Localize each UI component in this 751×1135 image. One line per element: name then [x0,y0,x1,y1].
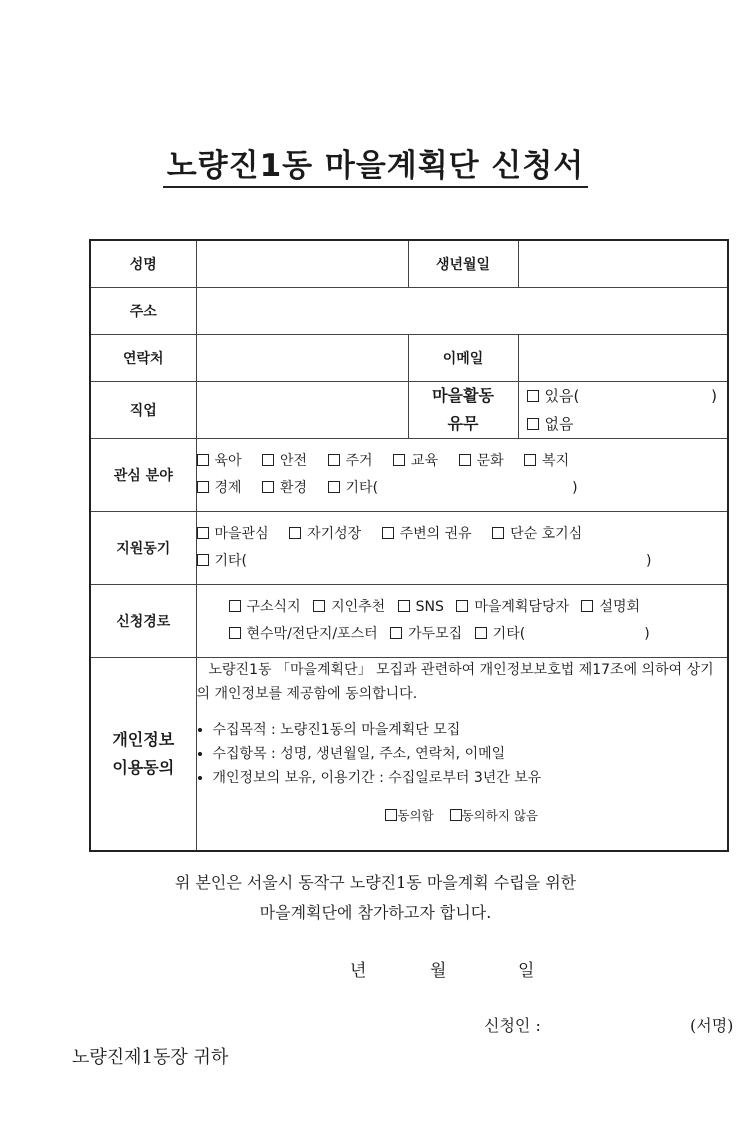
route-option[interactable]: 현수막/전단지/포스터 [229,621,378,648]
privacy-label [90,657,196,851]
checkbox-icon[interactable] [328,454,340,466]
interest-option[interactable]: 주거 [328,448,373,475]
checkbox-icon[interactable] [581,600,593,612]
motive-option[interactable]: 자기성장 [289,521,361,548]
checkbox-icon[interactable] [197,454,209,466]
checkbox-icon[interactable] [197,481,209,493]
application-table [89,239,729,852]
privacy-label-line1: 개인정보 [112,729,175,749]
checkbox-icon[interactable] [262,454,274,466]
privacy-bullet: • 수집목적 : 노량진1동의 마을계획단 모집 [213,718,728,742]
route-row-2 [229,621,728,648]
applicant-label: 신청인 : [484,1016,541,1035]
checkbox-icon[interactable] [229,627,241,639]
privacy-bullet: • 개인정보의 보유, 이용기간 : 수집일로부터 3년간 보유 [213,766,728,790]
route-option[interactable]: 가두모집 [390,621,462,648]
interest-label: 관심 분야 [90,438,196,511]
email-label: 이메일 [408,334,518,381]
activity-label-line1: 마을활동 [432,385,494,405]
motive-options [196,511,728,584]
privacy-consent [196,657,728,851]
contact-field[interactable] [196,334,408,381]
privacy-agree-row [197,804,728,828]
birthdate-field[interactable] [518,240,728,287]
interest-option[interactable]: 문화 [459,448,504,475]
checkbox-icon[interactable] [393,454,405,466]
motive-row-2 [197,548,728,575]
checkbox-icon[interactable] [382,527,394,539]
declaration-line1: 위 본인은 서울시 동작구 노량진1동 마을계획 수립을 위한 [174,873,577,892]
job-field[interactable] [196,381,408,438]
checkbox-icon[interactable] [390,627,402,639]
privacy-bullets [197,718,728,790]
interest-option[interactable]: 경제 [197,475,242,502]
motive-label: 지원동기 [90,511,196,584]
checkbox-icon[interactable] [450,809,462,821]
declaration [0,868,751,928]
activity-label [408,381,518,438]
form-title [0,140,751,185]
interest-option[interactable]: 안전 [262,448,307,475]
interest-options [196,438,728,511]
interest-row-2 [197,475,728,502]
date-month: 월 [430,961,447,981]
interest-row-1 [197,448,728,475]
activity-label-line2: 유무 [447,413,479,433]
birthdate-label: 생년월일 [408,240,518,287]
motive-option[interactable]: 단순 호기심 [492,521,582,548]
checkbox-icon[interactable] [398,600,410,612]
contact-label: 연락처 [90,334,196,381]
date-day: 일 [518,961,535,981]
name-field[interactable] [196,240,408,287]
interest-option[interactable]: 교육 [393,448,438,475]
activity-no-text: 없음 [544,414,574,433]
route-other-option[interactable]: 기타( ) [475,621,650,648]
checkbox-icon[interactable] [328,481,340,493]
form-title-text: 노량진1동 마을계획단 신청서 [163,148,589,188]
route-option[interactable]: 마을계획담당자 [456,594,569,621]
activity-yes-option[interactable] [519,382,728,410]
checkbox-icon[interactable] [229,600,241,612]
date-year: 년 [350,961,367,981]
checkbox-icon[interactable] [385,809,397,821]
address-label: 주소 [90,287,196,334]
checkbox-icon[interactable] [475,627,487,639]
checkbox-icon[interactable] [313,600,325,612]
interest-option[interactable]: 환경 [262,475,307,502]
route-option[interactable]: SNS [398,594,444,621]
interest-option[interactable]: 복지 [524,448,569,475]
route-option[interactable]: 구소식지 [229,594,301,621]
motive-option[interactable]: 주변의 권유 [382,521,472,548]
email-field[interactable] [518,334,728,381]
route-row-1 [229,594,728,621]
checkbox-icon[interactable] [459,454,471,466]
motive-row-1 [197,521,728,548]
route-option[interactable]: 설명회 [581,594,640,621]
motive-other-option[interactable]: 기타( ) [197,548,652,575]
checkbox-icon[interactable] [289,527,301,539]
checkbox-icon[interactable] [456,600,468,612]
declaration-line2: 마을계획단에 참가하고자 합니다. [259,903,492,922]
checkbox-icon[interactable] [492,527,504,539]
activity-options [518,381,728,438]
interest-other-option[interactable]: 기타( ) [328,475,578,502]
addressee: 노량진제1동장 귀하 [72,1047,229,1068]
route-options [196,584,728,657]
checkbox-icon[interactable] [524,454,536,466]
activity-no-option[interactable] [519,410,728,438]
privacy-statement: 노량진1동 「마을계획단」 모집과 관련하여 개인정보보호법 제17조에 의하여 상기의 개인정보를 제공함에 동의합니다. [196,661,714,702]
privacy-label-line2: 이용동의 [112,757,175,777]
activity-yes-text: 있음( [544,386,580,405]
job-label: 직업 [90,381,196,438]
interest-option[interactable]: 육아 [197,448,242,475]
disagree-option[interactable]: 동의하지 않음 [450,808,538,823]
checkbox-icon[interactable] [527,418,539,430]
checkbox-icon[interactable] [527,390,539,402]
motive-option[interactable]: 마을관심 [197,521,269,548]
signature-label: (서명) [690,1016,734,1035]
name-label: 성명 [90,240,196,287]
agree-option[interactable]: 동의함 [385,808,433,823]
activity-yes-close: ) [711,386,717,405]
route-label: 신청경로 [90,584,196,657]
privacy-bullet: • 수집항목 : 성명, 생년월일, 주소, 연락처, 이메일 [213,742,728,766]
address-field[interactable] [196,287,728,334]
checkbox-icon[interactable] [197,554,209,566]
checkbox-icon[interactable] [197,527,209,539]
checkbox-icon[interactable] [262,481,274,493]
route-option[interactable]: 지인추천 [313,594,385,621]
